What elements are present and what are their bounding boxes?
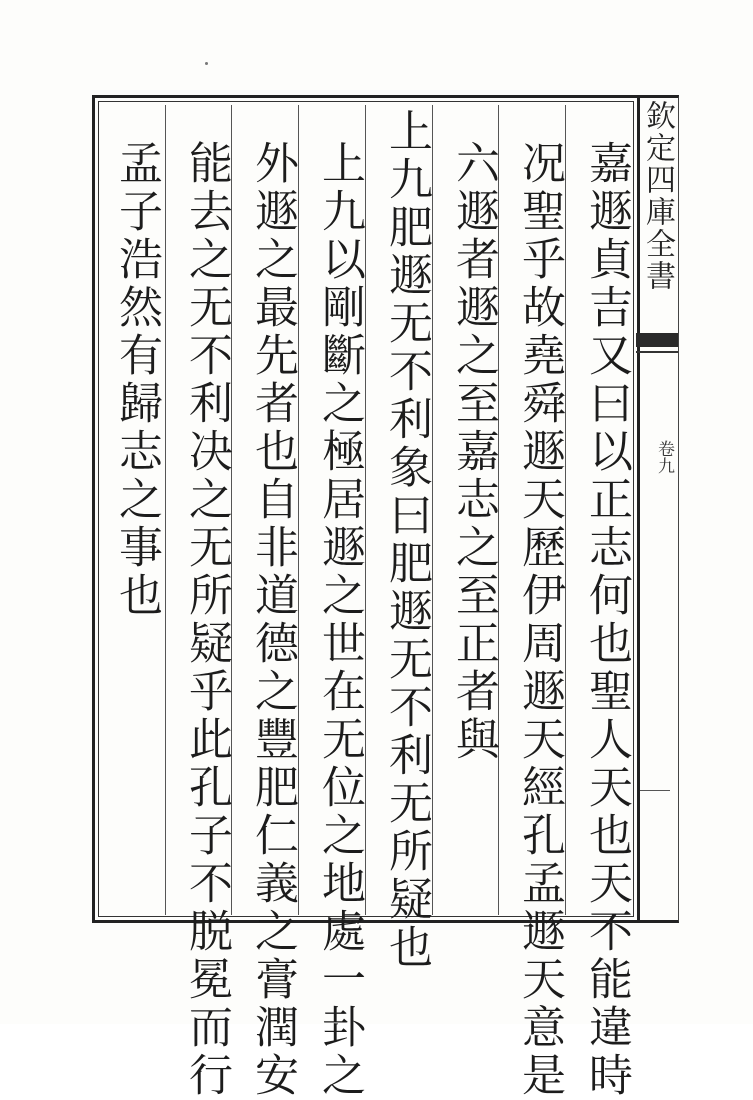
text-column-8: 孟子浩然有歸志之事也 [111,140,162,620]
fishtail-rule [636,351,678,353]
text-column-3: 六遯者遯之至嘉志之至正者與 [448,140,499,764]
volume-label: 卷九 [654,440,674,474]
text-column-5: 上九以剛斷之極居遯之世在无位之地處一卦之 [314,140,365,1100]
strip-tick [640,790,670,791]
text-column-1: 嘉遯貞吉又曰以正志何也聖人天也天不能違時 [581,140,632,1100]
text-column-7: 能去之无不利决之无所疑乎此孔子不脱冕而行 [181,140,232,1100]
text-column-6: 外遯之最先者也自非道德之豐肥仁義之膏潤安 [247,140,298,1100]
speck [205,62,208,65]
column-rule [165,105,166,915]
text-column-2: 况聖乎故堯舜遯天歷伊周遯天經孔孟遯天意是 [514,140,565,1100]
book-title: 欽定四庫全書 [640,100,675,292]
fishtail-mark [636,333,678,347]
text-column-4: 上九肥遯无不利象曰肥遯无不利无所疑也 [381,108,432,972]
